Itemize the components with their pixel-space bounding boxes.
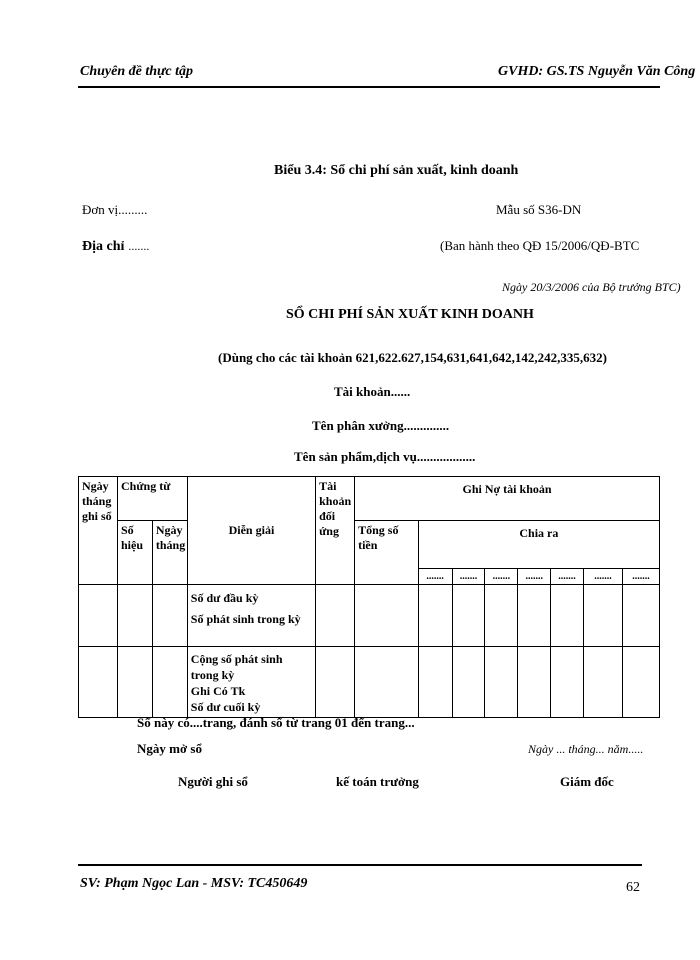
doc-subtitle: (Dùng cho các tài khoản 621,622.627,154,631,641,642,142,242,335,632) xyxy=(218,350,607,365)
doc-caption: Biểu 3.4: Sổ chi phí sản xuất, kinh doanh xyxy=(274,163,519,178)
header-right: GVHD: GS.TS Nguyễn Văn Công xyxy=(498,64,696,79)
unit-label: Đơn vị......... xyxy=(82,202,148,217)
split-col-6: ....... xyxy=(583,569,622,585)
product-line: Tên sản phẩm,dịch vụ.................. xyxy=(294,449,476,464)
split-col-2: ....... xyxy=(452,569,485,585)
signer-accountant: kế toán trưởng xyxy=(336,774,419,789)
doc-title: SỔ CHI PHÍ SẢN XUẤT KINH DOANH xyxy=(286,307,534,322)
split-col-5: ....... xyxy=(551,569,584,585)
opening-balance-label: Số dư đầu kỳ xyxy=(190,591,259,605)
split-col-1: ....... xyxy=(418,569,452,585)
decision-date: Ngày 20/3/2006 của Bộ trưởng BTC) xyxy=(502,280,681,294)
pages-note: Sổ này có....trang, đánh số từ trang 01 đến trang... xyxy=(137,715,415,730)
table-row xyxy=(187,585,315,647)
col-header-description: Diễn giải xyxy=(187,477,315,585)
closing-balance-label: Số dư cuối kỳ xyxy=(190,700,261,714)
date-line: Ngày ... tháng... năm..... xyxy=(528,742,644,756)
decision-text: (Ban hành theo QĐ 15/2006/QĐ-BTC xyxy=(440,238,640,253)
period-arising-label: Số phát sinh trong kỳ xyxy=(190,612,301,626)
period-total-label: Cộng số phát sinh trong kỳ xyxy=(190,652,283,682)
signer-recorder: Người ghi sổ xyxy=(178,774,248,789)
col-header-voucher-no: Số hiệu xyxy=(118,521,153,585)
col-header-total: Tổng số tiền xyxy=(355,521,419,585)
footer-rule xyxy=(78,864,642,866)
header-rule xyxy=(78,86,660,88)
ledger-table xyxy=(78,476,660,718)
col-header-voucher: Chứng từ xyxy=(118,477,188,521)
address-dots: ....... xyxy=(128,239,150,253)
credit-account-label: Ghi Có Tk xyxy=(190,684,246,698)
open-date: Ngày mở sổ xyxy=(137,741,202,756)
account-line: Tài khoản...... xyxy=(334,384,411,399)
form-code: Mẫu số S36-DN xyxy=(496,202,582,217)
address-line xyxy=(82,237,149,255)
address-label: Địa chỉ xyxy=(82,239,125,254)
col-header-contra-account: Tài khoản đối ứng xyxy=(316,477,355,585)
split-col-4: ....... xyxy=(518,569,551,585)
col-header-voucher-date: Ngày tháng xyxy=(152,521,187,585)
table-row xyxy=(187,647,315,718)
signer-director: Giám đốc xyxy=(560,774,614,789)
header-left: Chuyên đề thực tập xyxy=(80,64,194,79)
workshop-line: Tên phân xưởng.............. xyxy=(312,418,450,433)
col-header-debit: Ghi Nợ tài khoản xyxy=(355,477,660,521)
col-header-split: Chia ra xyxy=(418,521,659,569)
page-number: 62 xyxy=(626,880,640,895)
footer-student: SV: Phạm Ngọc Lan - MSV: TC450649 xyxy=(80,876,308,891)
split-col-3: ....... xyxy=(485,569,518,585)
split-col-7: ....... xyxy=(622,569,659,585)
col-header-date: Ngày tháng ghi sổ xyxy=(79,477,118,585)
